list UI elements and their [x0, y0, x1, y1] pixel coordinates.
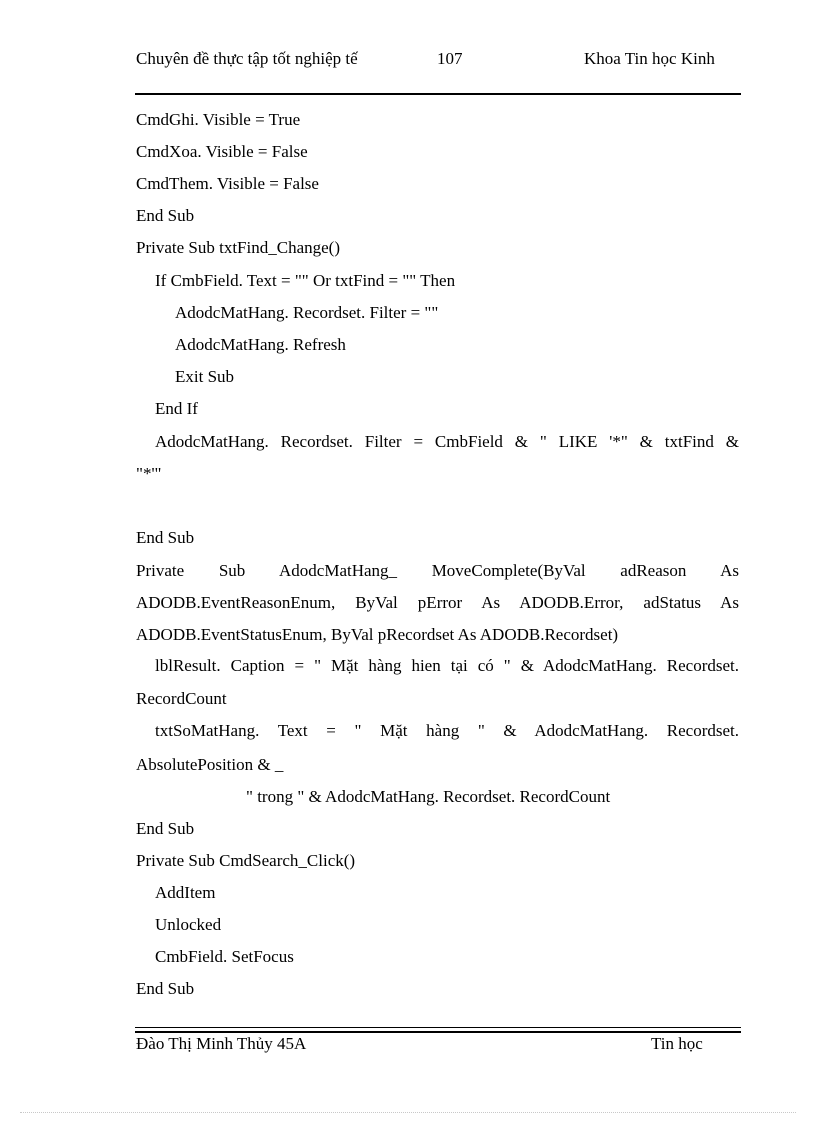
code-line: Private Sub txtFind_Change(): [136, 238, 340, 257]
code-line: End If: [155, 399, 198, 418]
code-line-justified: txtSoMatHang. Text = " Mặt hàng " & AdodcMatHang. Recordset.: [155, 721, 739, 740]
footer-right: Tin học: [651, 1034, 703, 1053]
code-line-justified: Private Sub AdodcMatHang_ MoveComplete(ByVal adReason As: [136, 561, 739, 580]
code-line-justified: AdodcMatHang. Recordset. Filter = CmbField & " LIKE '*" & txtFind &: [155, 432, 739, 451]
code-line: Unlocked: [155, 915, 222, 934]
code-line: End Sub: [136, 819, 195, 838]
footer-rule: [135, 1027, 741, 1028]
code-line-justified: lblResult. Caption = " Mặt hàng hien tại có " & AdodcMatHang. Recordset.: [155, 656, 739, 675]
header-left: Chuyên đề thực tập tốt nghiệp tế: [136, 49, 358, 68]
code-line: AdodcMatHang. Refresh: [175, 335, 346, 354]
code-line: Private Sub CmdSearch_Click(): [136, 851, 356, 870]
code-line: End Sub: [136, 206, 195, 225]
code-line: If CmbField. Text = "" Or txtFind = "" Then: [155, 271, 456, 290]
code-line: CmbField. SetFocus: [155, 947, 294, 966]
code-line: Exit Sub: [175, 367, 235, 386]
code-line: AddItem: [155, 883, 216, 902]
code-line: ADODB.EventStatusEnum, ByVal pRecordset As ADODB.Recordset): [136, 625, 619, 644]
code-line: End Sub: [136, 528, 195, 547]
footer-rule: [135, 1031, 741, 1033]
page-number: 107: [437, 49, 463, 68]
header-rule: [135, 93, 741, 95]
code-line: CmdGhi. Visible = True: [136, 110, 301, 129]
code-line: RecordCount: [136, 689, 227, 708]
header-right: Khoa Tin học Kinh: [584, 49, 715, 68]
code-line: "*'": [136, 464, 162, 483]
code-line: End Sub: [136, 979, 195, 998]
footer-left: Đào Thị Minh Thủy 45A: [136, 1034, 307, 1053]
code-line: CmdThem. Visible = False: [136, 174, 319, 193]
code-line: AdodcMatHang. Recordset. Filter = "": [175, 303, 439, 322]
code-line: AbsolutePosition & _: [136, 755, 284, 774]
code-line: " trong " & AdodcMatHang. Recordset. RecordCount: [246, 787, 611, 806]
code-line-justified: ADODB.EventReasonEnum, ByVal pError As ADODB.Error, adStatus As: [136, 593, 739, 612]
code-line: CmdXoa. Visible = False: [136, 142, 308, 161]
page-edge: [20, 1112, 796, 1113]
